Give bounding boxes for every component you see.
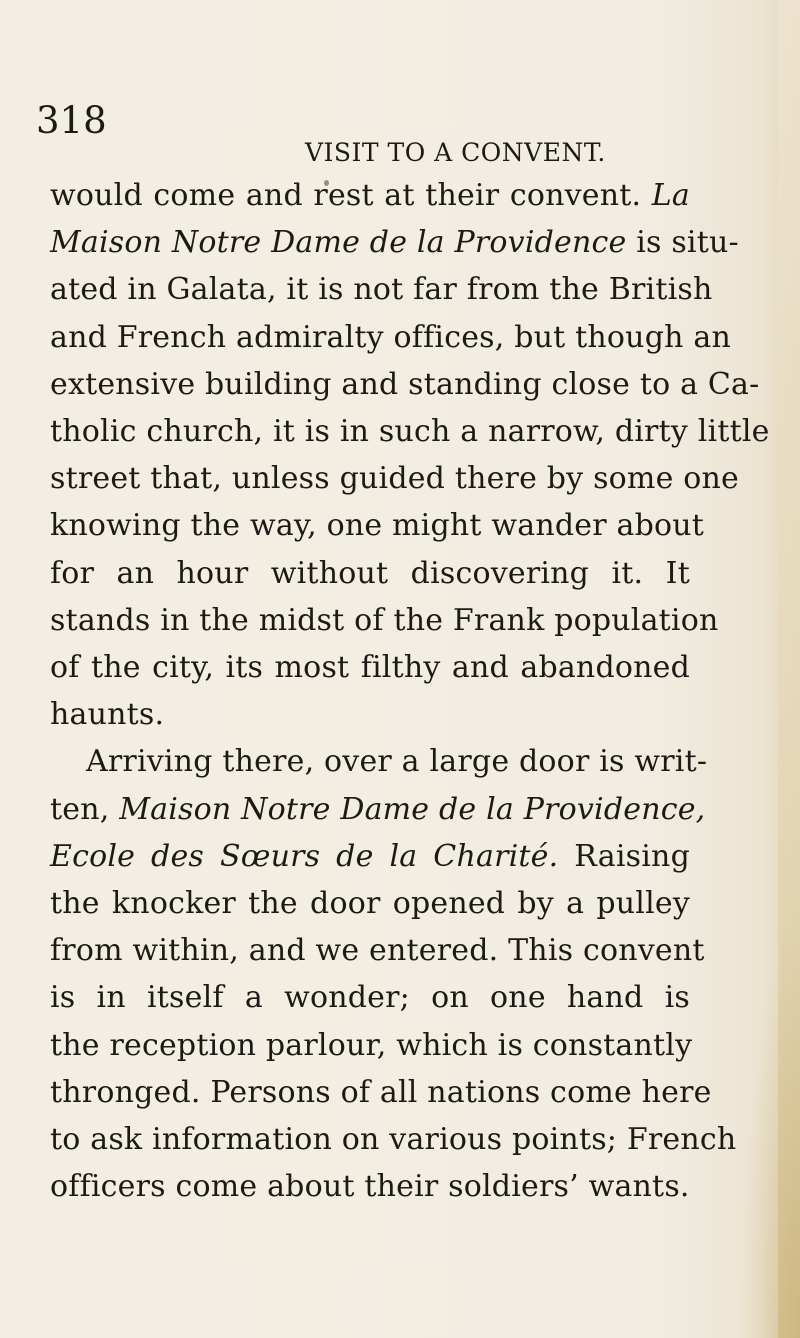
text-segment: ten, [50, 791, 120, 827]
text-line [50, 219, 739, 266]
text-segment: thronged. Persons of all nations come here [50, 1074, 712, 1110]
text-line [50, 361, 760, 408]
text-segment: for an hour without discovering it. It [50, 555, 690, 591]
text-line [50, 927, 705, 974]
text-segment: is in itself a wonder; on one hand is [50, 980, 690, 1016]
text-segment: street that, unless guided there by some one [50, 461, 740, 497]
body-text [50, 172, 770, 1210]
text-segment: Raising [558, 838, 690, 874]
text-line [50, 1069, 712, 1116]
text-line [50, 455, 740, 502]
text-line [50, 644, 690, 691]
italic-text: Ecole des Sœurs de la Charité. [50, 838, 559, 874]
text-segment: tholic church, it is in such a narrow, dirty little [50, 414, 770, 450]
text-line [50, 550, 690, 597]
text-segment: officers come about their soldiers’ wants. [50, 1169, 690, 1205]
text-line [50, 1116, 737, 1163]
text-segment: the knocker the door opened by a pulley [50, 886, 690, 922]
text-line [50, 738, 708, 785]
italic-text: La [651, 178, 690, 213]
text-segment: haunts. [50, 697, 165, 733]
italic-text: Maison Notre Dame de la Providence, [119, 791, 706, 827]
text-line [50, 172, 690, 219]
running-head: VISIT TO A CONVENT. [305, 138, 606, 167]
page-number: 318 [36, 99, 107, 142]
text-line [50, 1163, 690, 1210]
text-segment: Arriving there, over a large door is writ- [86, 744, 708, 780]
text-segment: and French admiralty offices, but though an [50, 319, 731, 355]
text-line [50, 1022, 693, 1069]
text-line [50, 408, 770, 455]
text-segment: to ask information on various points; French [50, 1122, 737, 1158]
text-line [50, 786, 706, 833]
text-segment: knowing the way, one might wander about [50, 508, 705, 544]
text-line [50, 880, 690, 927]
text-line [50, 314, 731, 361]
text-segment: stands in the midst of the Frank population [50, 602, 719, 638]
text-segment: ated in Galata, it is not far from the British [50, 272, 713, 308]
text-line [50, 597, 719, 644]
italic-text: Maison Notre Dame de la Providence [50, 225, 627, 261]
text-segment: is situ- [626, 225, 739, 261]
text-line [50, 266, 713, 313]
text-segment: extensive building and standing close to a Ca- [50, 366, 760, 402]
text-segment: from within, and we entered. This convent [50, 933, 705, 969]
corner-stain [740, 918, 800, 1338]
text-segment: would come and rest at their convent. [50, 178, 652, 213]
text-segment: of the city, its most filthy and abandoned [50, 650, 690, 686]
text-line [50, 502, 705, 549]
text-line [50, 974, 690, 1021]
text-line [50, 833, 690, 880]
text-line [50, 691, 690, 738]
text-segment: the reception parlour, which is constantly [50, 1027, 693, 1063]
